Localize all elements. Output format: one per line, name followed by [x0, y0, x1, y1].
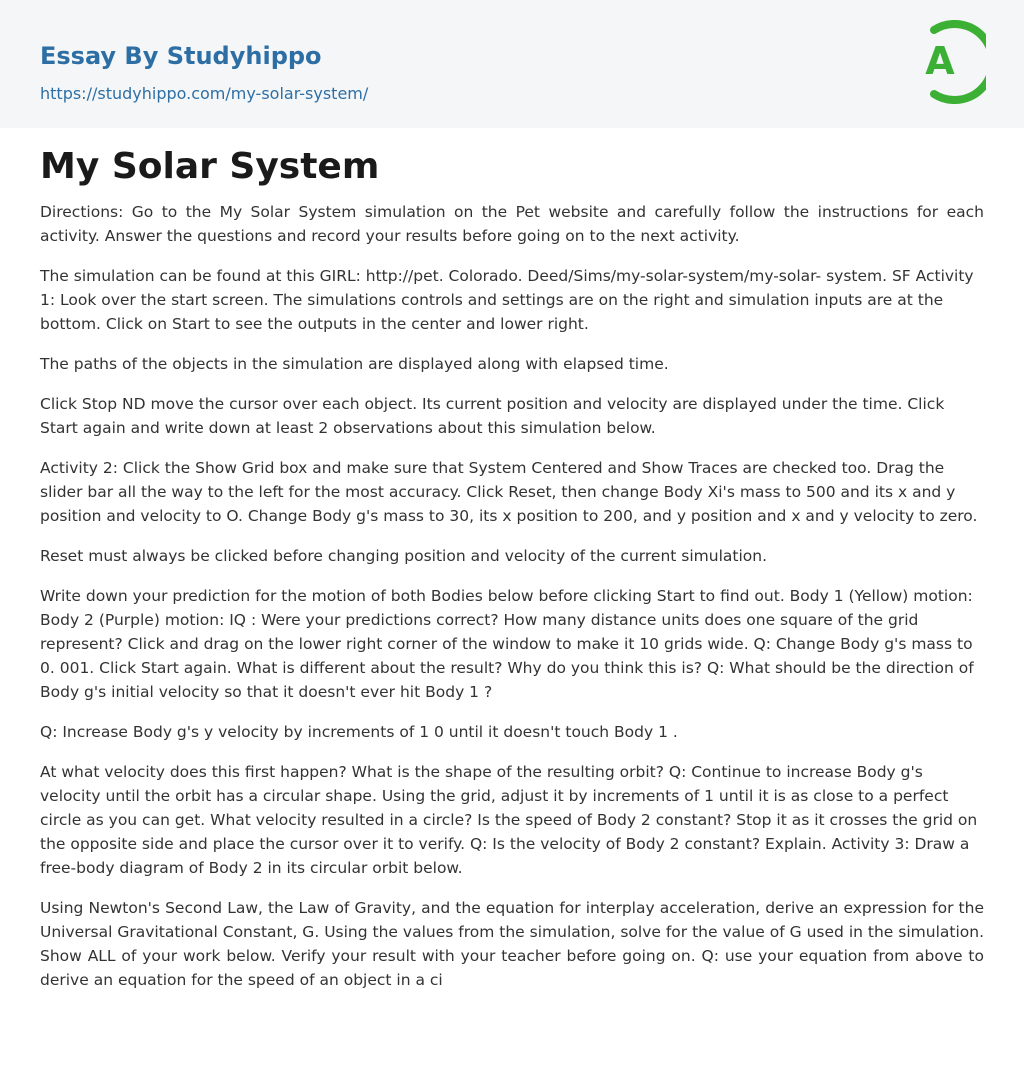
studyhippo-logo-icon[interactable]: [912, 20, 986, 104]
essay-body: [40, 200, 984, 1008]
paragraph: The simulation can be found at this GIRL: http://pet. Colorado. Deed/Sims/my-solar-system/my-solar- system. SF Activity 1: Look over the start screen. The simulations controls and settings are on the right and simulation inputs are at the bottom. Click on Start to see the outputs in the center and lower right.: [40, 267, 974, 333]
paragraph: Activity 2: Click the Show Grid box and make sure that System Centered and Show Traces are checked too. Drag the slider bar all the way to the left for the most accuracy. Click Reset, then change Body Xi's mass to 500 and its x and y position and velocity to O. Change Body g's mass to 30, its x position to 200, and y position and x and y velocity to zero.: [40, 459, 978, 525]
paragraph: Write down your prediction for the motion of both Bodies below before clicking Start to find out. Body 1 (Yellow) motion: Body 2 (Purple) motion: IQ : Were your predictions correct? How many distance units does one square of the grid represent? Click and drag on the lower right corner of the window to make it 10 grids wide. Q: Change Body g's mass to 0. 001. Click Start again. What is different about the result? Why do you think this is? Q: What should be the direction of Body g's initial velocity so that it doesn't ever hit Body 1 ?: [40, 587, 974, 701]
paragraph: Click Stop ND move the cursor over each object. Its current position and velocity are displayed under the time. Click Start again and write down at least 2 observations about this simulation below.: [40, 395, 945, 437]
paragraph: At what velocity does this first happen? What is the shape of the resulting orbit? Q: Continue to increase Body g's velocity until the orbit has a circular shape. Using the grid, adjust it by increments of 1 until it is as close to a perfect circle as you can get. What velocity resulted in a circle? Is the speed of Body 2 constant? Stop it as it crosses the grid on the opposite side and place the cursor over it to verify. Q: Is the velocity of Body 2 constant? Explain. Activity 3: Draw a free-body diagram of Body 2 in its circular orbit below.: [40, 763, 978, 877]
page-title: My Solar System: [40, 146, 380, 187]
paragraph: Q: Increase Body g's y velocity by increments of 1 0 until it doesn't touch Body 1 .: [40, 723, 678, 741]
paragraph: Reset must always be clicked before changing position and velocity of the current simulation.: [40, 547, 767, 565]
paragraph: Directions: Go to the My Solar System simulation on the Pet website and carefully follow the instructions for each activity. Answer the questions and record your results before going on to the next activity.: [40, 203, 984, 245]
site-header: [0, 0, 1024, 128]
brand-title: Essay By Studyhippo: [40, 42, 322, 70]
paragraph: The paths of the objects in the simulation are displayed along with elapsed time.: [40, 355, 669, 373]
source-url-link[interactable]: https://studyhippo.com/my-solar-system/: [40, 84, 369, 103]
logo-letter: A: [925, 39, 955, 83]
paragraph: Using Newton's Second Law, the Law of Gravity, and the equation for interplay acceleration, derive an expression for the Universal Gravitational Constant, G. Using the values from the simulation, solve for the value of G used in the simulation. Show ALL of your work below. Verify your result with your teacher before going on. Q: use your equation from above to derive an equation for the speed of an object in a ci: [40, 899, 984, 989]
